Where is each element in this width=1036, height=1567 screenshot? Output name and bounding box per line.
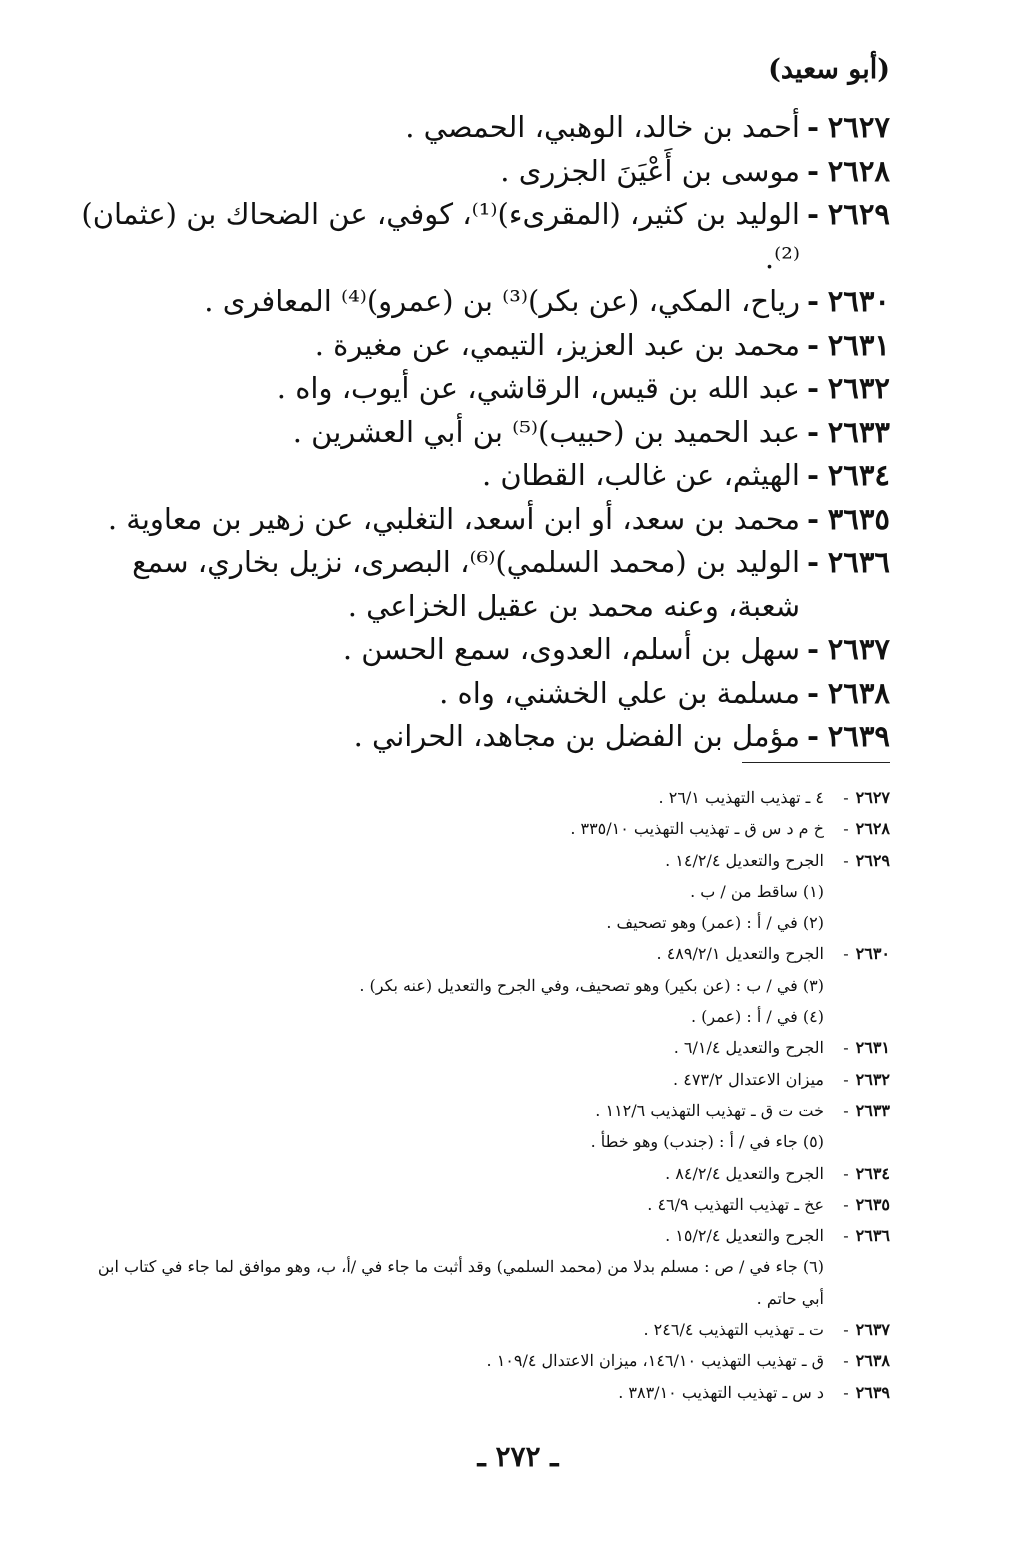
entry-row: [70, 367, 890, 411]
footnote-row: [90, 1314, 890, 1345]
entry-row: [70, 454, 890, 498]
footnote-row-text: (١) ساقط من / ب .: [690, 881, 824, 901]
entry-row: [70, 150, 890, 194]
footnote-row-text: خ م د س ق ـ تهذيب التهذيب ٣٣٥/١٠ .: [570, 819, 824, 839]
footnote-row-text: د س ـ تهذيب التهذيب ٣٨٣/١٠ .: [618, 1382, 824, 1402]
entry-row-number: ٣٦٣٥: [827, 501, 890, 536]
entry-row: [70, 498, 890, 542]
footnote-row-text: (٣) في / ب : (عن بكير) وهو تصحيف، وفي الجرح والتعديل (عنه بكر) .: [359, 975, 824, 995]
footnote-row-dash: -: [843, 1069, 849, 1089]
entry-row-text: محمد بن عبد العزيز، التيمي، عن مغيرة .: [314, 327, 800, 362]
footnote-row: [90, 1220, 890, 1251]
footnote-row: [90, 1189, 890, 1220]
footnote-row-text: الجرح والتعديل ١٥/٢/٤ .: [665, 1226, 824, 1246]
entry-row: [70, 628, 890, 672]
footnote-row-dash: -: [843, 819, 849, 839]
entry-row-text: أحمد بن خالد، الوهبي، الحمصي .: [405, 110, 800, 144]
footnote-row-number: ٢٦٣٨: [855, 1351, 890, 1371]
entry-row-dash: -: [806, 675, 820, 710]
entry-row: [70, 280, 890, 324]
footnote-row: [90, 1064, 890, 1095]
entry-row: [70, 324, 890, 368]
footnote-row-number: ٢٦٢٨: [855, 819, 890, 839]
footnote-row: [90, 1126, 890, 1157]
entry-row: [70, 411, 890, 455]
entry-row-number: ٢٦٣٩: [827, 719, 890, 753]
footnote-row-text: عخ ـ تهذيب التهذيب ٤٦/٩ .: [647, 1194, 824, 1214]
footnote-row: [90, 1095, 890, 1126]
footnote-row: [90, 1377, 890, 1408]
entry-row-number: ٢٦٢٩: [827, 197, 890, 231]
entry-row-number: ٢٦٣٠: [827, 284, 890, 318]
footnote-row-text: خت ت ق ـ تهذيب التهذيب ١١٢/٦ .: [595, 1100, 824, 1120]
footnote-row-text: الجرح والتعديل ٨٤/٢/٤ .: [665, 1163, 824, 1183]
footnote-row: [90, 1345, 890, 1376]
footnote-row-dash: -: [843, 1194, 849, 1214]
entry-row: [70, 541, 890, 628]
entry-row-dash: -: [806, 197, 820, 231]
footnote-row-dash: -: [843, 1351, 849, 1371]
footnote-row-text: الجرح والتعديل ٤٨٩/٢/١ .: [656, 944, 824, 964]
entry-row-text: موسى بن أَعْيَنَ الجزرى .: [500, 153, 800, 188]
footnote-row: [90, 1001, 890, 1032]
footnote-row-number: ٢٦٣٣: [855, 1100, 890, 1120]
footnote-row-dash: -: [843, 944, 849, 964]
entry-row-text: الوليد بن (محمد السلمي)⁽⁶⁾، البصرى، نزيل بخاري، سمع شعبة، وعنه محمد بن عقيل الخزاعي .: [132, 545, 800, 623]
entry-row-text: مؤمل بن الفضل بن مجاهد، الحراني .: [353, 719, 800, 753]
footnote-row-text: (٦) جاء في / ص : مسلم بدلا من (محمد السلمي) وقد أثبت ما جاء في /أ، ب، وهو موافق لما جاء في كتاب ابن أبي حاتم .: [97, 1257, 824, 1308]
footnote-row-text: (٤) في / أ : (عمر) .: [690, 1007, 824, 1027]
entry-row-number: ٢٦٣٦: [827, 545, 890, 579]
footnote-row: [90, 845, 890, 876]
footnote-row-number: ٢٦٣٧: [855, 1320, 890, 1340]
entry-row-number: ٢٦٣٧: [827, 632, 890, 666]
footnote-row-number: ٢٦٣٤: [855, 1163, 890, 1183]
footnote-row-text: الجرح والتعديل ١٤/٢/٤ .: [665, 850, 824, 870]
footnote-row-number: ٢٦٣٥: [855, 1194, 890, 1214]
entry-row-number: ٢٦٣٢: [827, 371, 890, 405]
footnote-row-dash: -: [843, 1382, 849, 1402]
entry-row-number: ٢٦٢٨: [827, 153, 890, 188]
footnote-row-text: ق ـ تهذيب التهذيب ١٤٦/١٠، ميزان الاعتدال ١٠٩/٤ .: [486, 1351, 824, 1371]
footnote-row-dash: -: [843, 788, 849, 807]
footnote-row-number: ٢٦٣٠: [855, 944, 890, 964]
entry-row-number: ٢٦٣٨: [827, 675, 890, 710]
footnote-row-dash: -: [843, 1226, 849, 1246]
footnote-row-text: (٥) جاء في / أ : (جندب) وهو خطأ .: [590, 1132, 824, 1152]
footnote-row-number: ٢٦٣٢: [855, 1069, 890, 1089]
footnote-row: [90, 813, 890, 844]
footnote-row-number: ٢٦٢٩: [855, 850, 890, 870]
page-number: ـ ٢٧٢ ـ: [477, 1440, 559, 1473]
footnote-row-text: الجرح والتعديل ٦/١/٤ .: [673, 1038, 824, 1058]
entry-row: [70, 193, 890, 280]
footnote-row-text: ت ـ تهذيب التهذيب ٢٤٦/٤ .: [643, 1320, 824, 1340]
entry-row-number: ٢٦٣٣: [827, 414, 890, 449]
page-header: (أبو سعيد): [768, 54, 890, 85]
entry-row: [70, 106, 890, 150]
entry-row-number: ٢٦٢٧: [827, 110, 890, 144]
entry-row-dash: -: [806, 284, 820, 318]
entry-row-dash: -: [806, 719, 820, 753]
footnote-row: [90, 907, 890, 938]
footnote-row-text: ميزان الاعتدال ٤٧٣/٢ .: [673, 1069, 824, 1089]
footnotes-list: [90, 782, 890, 1408]
entry-row-dash: -: [806, 371, 820, 405]
footnote-row: [90, 1158, 890, 1189]
entry-row-dash: -: [806, 545, 820, 579]
footnote-row: [90, 938, 890, 969]
footnote-row-dash: -: [843, 850, 849, 870]
footnote-row: [90, 876, 890, 907]
footnote-row-text: ٤ ـ تهذيب التهذيب ٢٦/١ .: [658, 788, 824, 807]
entry-row-dash: -: [806, 414, 820, 449]
footnote-row-number: ٢٦٣١: [855, 1038, 890, 1058]
entry-row-text: رياح، المكي، (عن بكر)⁽³⁾ بن (عمرو)⁽⁴⁾ المعافرى .: [204, 284, 800, 318]
footnote-row-dash: -: [843, 1100, 849, 1120]
entry-row-text: مسلمة بن علي الخشني، واه .: [439, 675, 800, 710]
footnote-row-number: ٢٦٣٩: [855, 1382, 890, 1402]
entry-row: [70, 672, 890, 716]
footnote-row-number: ٢٦٢٧: [855, 788, 890, 807]
entry-row-text: سهل بن أسلم، العدوى، سمع الحسن .: [342, 632, 800, 666]
footnote-row: [90, 1032, 890, 1063]
footnote-row-dash: -: [843, 1163, 849, 1183]
entry-row-dash: -: [806, 110, 820, 144]
entry-row-text: محمد بن سعد، أو ابن أسعد، التغلبي، عن زهير بن معاوية .: [107, 501, 800, 536]
entry-row-dash: -: [806, 458, 820, 492]
entry-row-text: الوليد بن كثير، (المقرىء)⁽¹⁾، كوفي، عن الضحاك بن (عثمان)⁽²⁾.: [81, 197, 800, 275]
footnote-row-dash: -: [843, 1038, 849, 1058]
footnote-row-number: ٢٦٣٦: [855, 1226, 890, 1246]
footnote-row: [90, 782, 890, 813]
entry-row-text: الهيثم، عن غالب، القطان .: [481, 458, 800, 492]
footnote-row-dash: -: [843, 1320, 849, 1340]
entry-row-dash: -: [806, 632, 820, 666]
entry-row-dash: -: [806, 153, 820, 188]
entry-row-number: ٢٦٣١: [827, 327, 890, 362]
footnote-divider: [742, 762, 890, 763]
footnote-row-text: (٢) في / أ : (عمر) وهو تصحيف .: [606, 913, 824, 933]
entry-row-dash: -: [806, 501, 820, 536]
footnote-row: [90, 970, 890, 1001]
footnote-row: [90, 1251, 890, 1314]
entry-row-text: عبد الحميد بن (حبيب)⁽⁵⁾ بن أبي العشرين .: [292, 414, 800, 449]
entry-row-text: عبد الله بن قيس، الرقاشي، عن أيوب، واه .: [276, 371, 800, 405]
entry-row: [70, 715, 890, 759]
entry-row-number: ٢٦٣٤: [827, 458, 890, 492]
entry-row-dash: -: [806, 327, 820, 362]
entries-list: [70, 106, 890, 759]
